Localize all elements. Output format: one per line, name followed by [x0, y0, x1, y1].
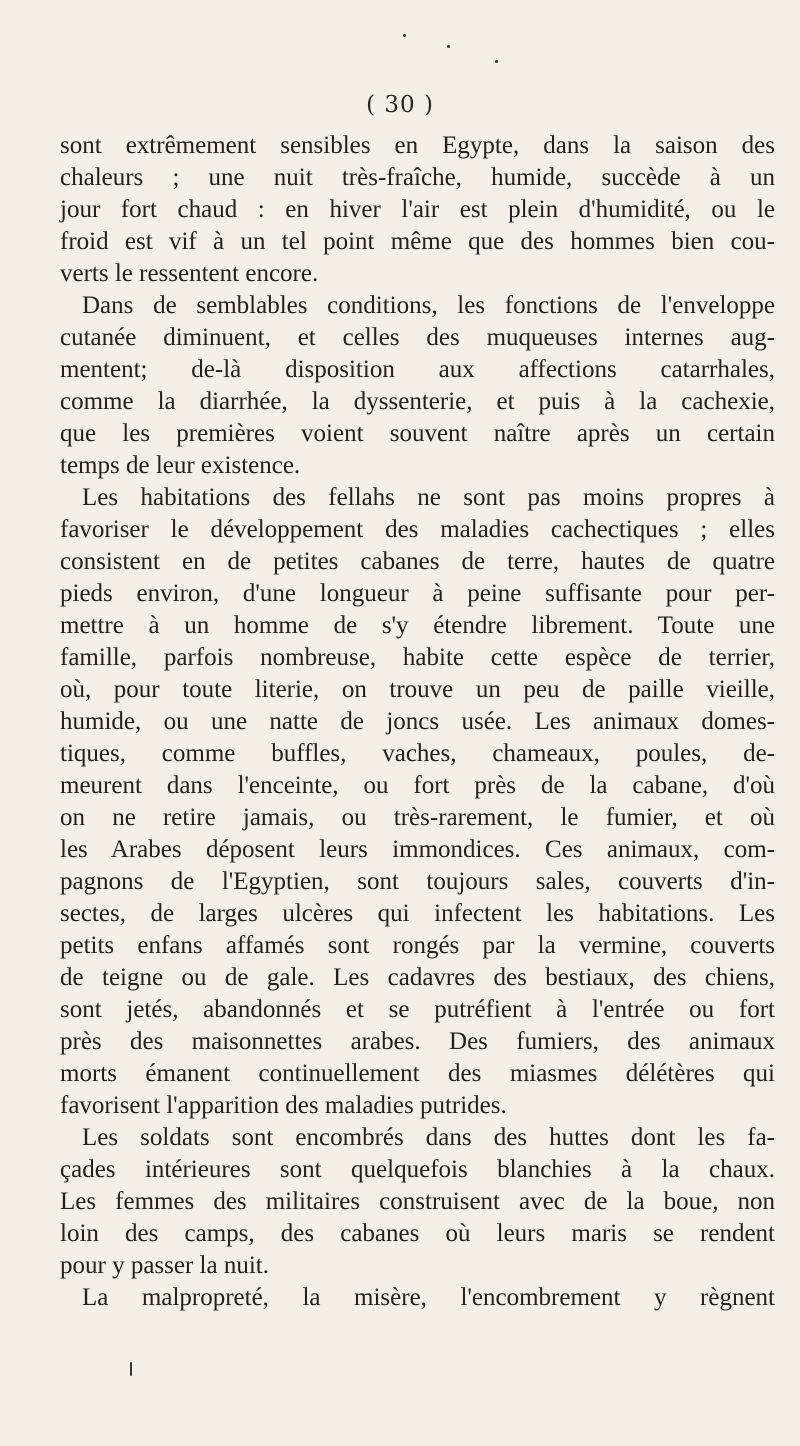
- text-line: pieds environ, d'une longueur à peine suffisante pour per-: [60, 580, 775, 607]
- text-line: sont jetés, abandonnés et se putréfient à l'entrée ou fort: [60, 996, 775, 1023]
- text-line: Les habitations des fellahs ne sont pas moins propres à: [82, 484, 775, 511]
- text-line: favorisent l'apparition des maladies putrides.: [60, 1092, 507, 1119]
- text-line: froid est vif à un tel point même que des hommes bien cou-: [60, 228, 775, 255]
- text-line: Les soldats sont encombrés dans des huttes dont les fa-: [82, 1124, 775, 1151]
- text-line: çades intérieures sont quelquefois blanchies à la chaux.: [60, 1156, 775, 1183]
- text-line: sont extrêmement sensibles en Egypte, dans la saison des: [60, 132, 775, 159]
- ink-speck: [130, 1362, 132, 1376]
- text-line: jour fort chaud : en hiver l'air est plein d'humidité, ou le: [60, 196, 775, 223]
- text-line: favoriser le développement des maladies cachectiques ; elles: [60, 516, 775, 543]
- text-line: Dans de semblables conditions, les fonctions de l'enveloppe: [82, 292, 775, 319]
- page-number: ( 30 ): [366, 92, 434, 118]
- text-line: morts émanent continuellement des miasmes délétères qui: [60, 1060, 775, 1087]
- text-line: cutanée diminuent, et celles des muqueuses internes aug-: [60, 324, 775, 351]
- text-line: La malpropreté, la misère, l'encombrement y règnent: [82, 1284, 775, 1311]
- text-line: temps de leur existence.: [60, 452, 301, 479]
- text-line: on ne retire jamais, ou très-rarement, le fumier, et où: [60, 804, 775, 831]
- text-line: que les premières voient souvent naître après un certain: [60, 420, 775, 447]
- ink-speck: [403, 34, 406, 37]
- text-line: où, pour toute literie, on trouve un peu de paille vieille,: [60, 676, 775, 703]
- text-line: consistent en de petites cabanes de terre, hautes de quatre: [60, 548, 775, 575]
- text-line: Les femmes des militaires construisent avec de la boue, non: [60, 1188, 775, 1215]
- text-line: verts le ressentent encore.: [60, 260, 319, 287]
- text-line: de teigne ou de gale. Les cadavres des bestiaux, des chiens,: [60, 964, 775, 991]
- text-line: mettre à un homme de s'y étendre librement. Toute une: [60, 612, 775, 639]
- text-line: humide, ou une natte de joncs usée. Les animaux domes-: [60, 708, 775, 735]
- text-line: tiques, comme buffles, vaches, chameaux, poules, de-: [60, 740, 775, 767]
- text-line: chaleurs ; une nuit très-fraîche, humide, succède à un: [60, 164, 775, 191]
- text-line: famille, parfois nombreuse, habite cette espèce de terrier,: [60, 644, 775, 671]
- text-line: pagnons de l'Egyptien, sont toujours sales, couverts d'in-: [60, 868, 775, 895]
- text-line: près des maisonnettes arabes. Des fumiers, des animaux: [60, 1028, 775, 1055]
- text-line: petits enfans affamés sont rongés par la vermine, couverts: [60, 932, 775, 959]
- text-line: meurent dans l'enceinte, ou fort près de la cabane, d'où: [60, 772, 775, 799]
- text-line: loin des camps, des cabanes où leurs maris se rendent: [60, 1220, 775, 1247]
- text-line: les Arabes déposent leurs immondices. Ces animaux, com-: [60, 836, 775, 863]
- text-line: comme la diarrhée, la dyssenterie, et puis à la cachexie,: [60, 388, 775, 415]
- text-line: pour y passer la nuit.: [60, 1252, 269, 1279]
- text-line: sectes, de larges ulcères qui infectent les habitations. Les: [60, 900, 775, 927]
- body-text: [60, 130, 775, 1314]
- ink-speck: [495, 60, 498, 63]
- ink-speck: [447, 45, 450, 48]
- text-line: mentent; de-là disposition aux affections catarrhales,: [60, 356, 775, 383]
